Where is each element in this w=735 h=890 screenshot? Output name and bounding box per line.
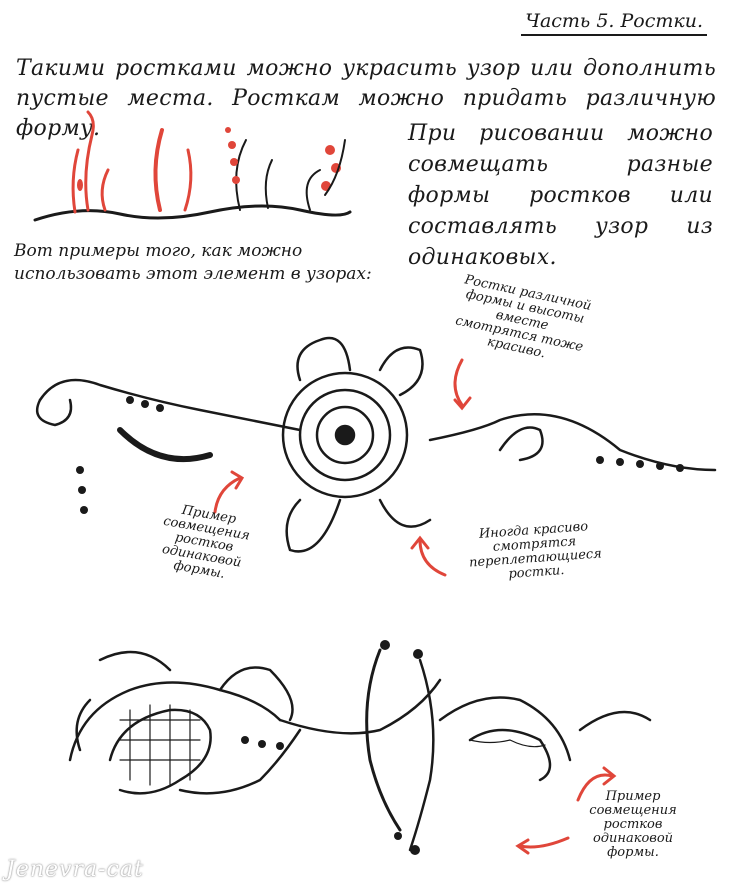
accent-arrows [215, 360, 614, 853]
note-bottom-right: Пример совмещения ростков одинаковой формы. [589, 789, 677, 860]
intro-text-right: При рисовании можно совмещать разные формы ростков или составлять узор из одинаковых. [408, 121, 713, 270]
sprouts-sample [35, 112, 350, 220]
note-left-center: Пример совмещения ростков одинаковой формы. [160, 502, 251, 582]
note-top-right: Ростки различной формы и высоты вместе смотрятся тоже красиво. [453, 272, 593, 362]
bottom-pattern [70, 640, 650, 855]
part-title: Часть 5. Ростки. [521, 10, 707, 36]
watermark: Jenevra-cat [6, 857, 144, 882]
examples-caption: Вот примеры того, как можно использовать этот элемент в узорах: [14, 241, 372, 284]
intro-text: Такими ростками можно украсить узор или дополнить пустые места. Росткам можно придать различную форму. [16, 56, 716, 141]
note-right-center: Иногда красиво смотрятся переплетающиеся ростки. [468, 519, 603, 582]
top-pattern [37, 338, 715, 551]
